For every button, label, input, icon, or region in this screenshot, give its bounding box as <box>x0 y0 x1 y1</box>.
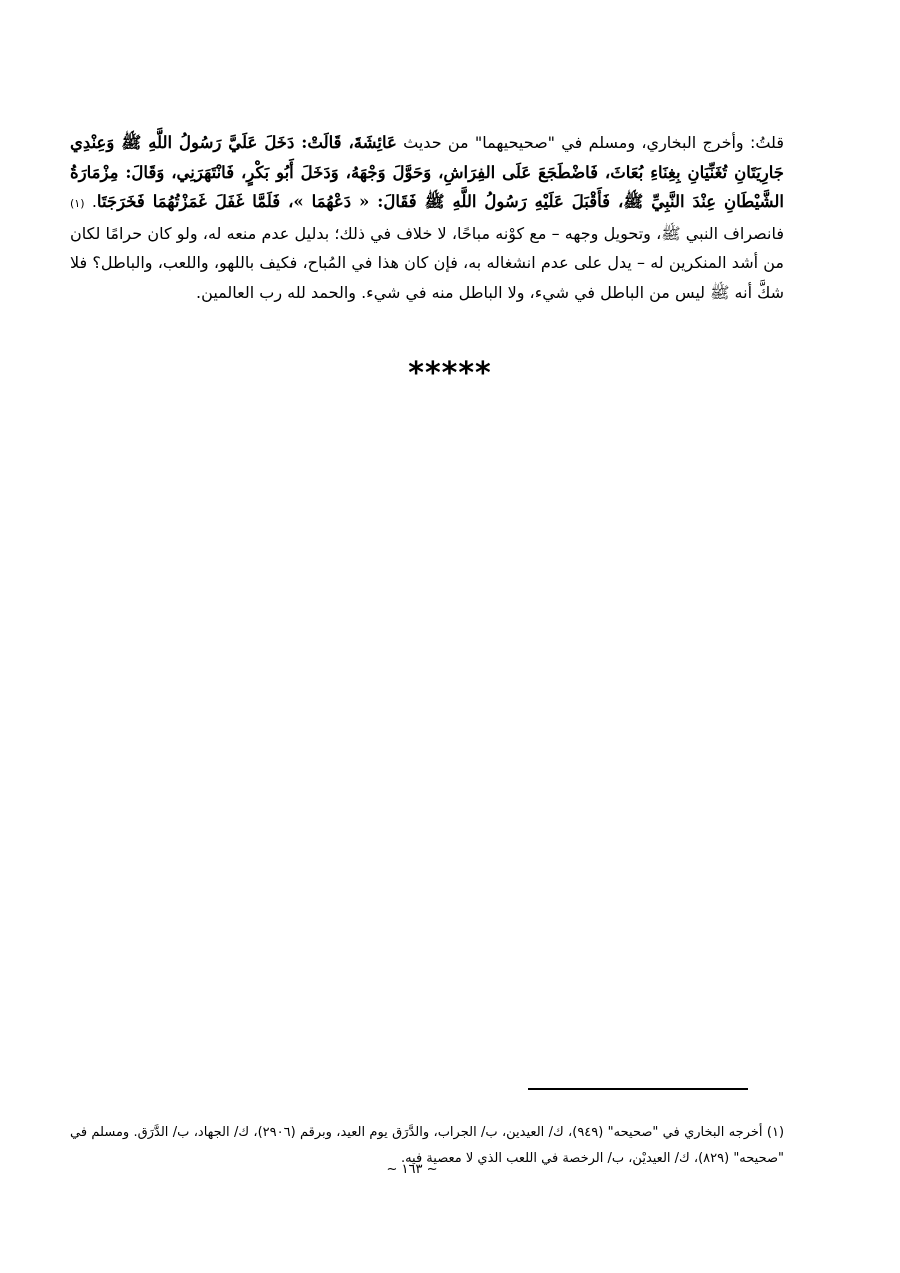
footnote-divider <box>528 1088 748 1090</box>
commentary-text: فانصراف النبي ﷺ، وتحويل وجهه – مع كوْنه مباحًا، لا خلاف في ذلك؛ بدليل عدم منعه له، ولو كان حرامًا لكان من أشد المنكرين له – يدل على عدم انشغاله به، فإن كان هذا في المُباح، فكيف باللهو، واللعب، والباطل؟ فلا شكَّ أنه ﷺ ليس من الباطل في شيء، ولا الباطل منه في شيء. والحمد لله رب العالمين. <box>70 223 784 302</box>
footnote: (١) أخرجه البخاري في "صحيحه" (٩٤٩)، ك/ العيدين، ب/ الجراب، والدَّرَق يوم العيد، وبرقم (٢٩٠٦)، ك/ الجهاد، ب/ الدَّرَق. ومسلم في "صحيحه" (٨٢٩)، ك/ العيديْن، ب/ الرخصة في اللعب الذي لا معصية فيه. <box>70 1125 785 1166</box>
section-separator: ***** <box>408 356 492 391</box>
footnote-reference[interactable]: (١) <box>70 197 85 210</box>
main-paragraph: قلتُ: وأخرج البخاري، ومسلم في "صحيحيهما" من حديث عَائِشَةَ، قَالَتْ: دَخَلَ عَلَيَّ رَسُولُ اللَّهِ ﷺ وَعِنْدِي جَارِيَتَانِ تُغَنِّيَانِ بِغِنَاءِ بُعَاثَ، فَاضْطَجَعَ عَلَى الفِرَاشِ، وَحَوَّلَ وَجْهَهُ، وَدَخَلَ أَبُو بَكْرٍ، فَانْتَهَرَنِي، وَقَالَ: مِزْمَارَةُ الشَّيْطَانِ عِنْدَ النَّبِيِّ ﷺ، فَأَقْبَلَ عَلَيْهِ رَسُولُ اللَّهِ ﷺ فَقَالَ: « دَعْهُمَا »، فَلَمَّا غَفَلَ غَمَزْتُهُمَا فَخَرَجَتَا. (١) فانصراف النبي ﷺ، وتحويل وجهه – مع كوْنه مباحًا، لا خلاف في ذلك؛ بدليل عدم منعه له، ولو كان حرامًا لكان من أشد المنكرين له – يدل على عدم انشغاله به، فإن كان هذا في المُباح، فكيف باللهو، واللعب، والباطل؟ فلا شكَّ أنه ﷺ ليس من الباطل في شيء، ولا الباطل منه في شيء. والحمد لله رب العالمين. <box>70 133 784 302</box>
page-number: ~ ١٦٣ ~ <box>386 1162 438 1177</box>
intro-text: قلتُ: وأخرج البخاري، ومسلم في "صحيحيهما" من حديث <box>396 133 784 152</box>
hadith-text: عَائِشَةَ، قَالَتْ: دَخَلَ عَلَيَّ رَسُولُ اللَّهِ ﷺ وَعِنْدِي جَارِيَتَانِ تُغَنِّيَانِ بِغِنَاءِ بُعَاثَ، فَاضْطَجَعَ عَلَى الفِرَاشِ، وَحَوَّلَ وَجْهَهُ، وَدَخَلَ أَبُو بَكْرٍ، فَانْتَهَرَنِي، وَقَالَ: مِزْمَارَةُ الشَّيْطَانِ عِنْدَ النَّبِيِّ ﷺ، فَأَقْبَلَ عَلَيْهِ رَسُولُ اللَّهِ ﷺ فَقَالَ: « دَعْهُمَا »، فَلَمَّا غَفَلَ غَمَزْتُهُمَا فَخَرَجَتَا <box>70 133 784 211</box>
